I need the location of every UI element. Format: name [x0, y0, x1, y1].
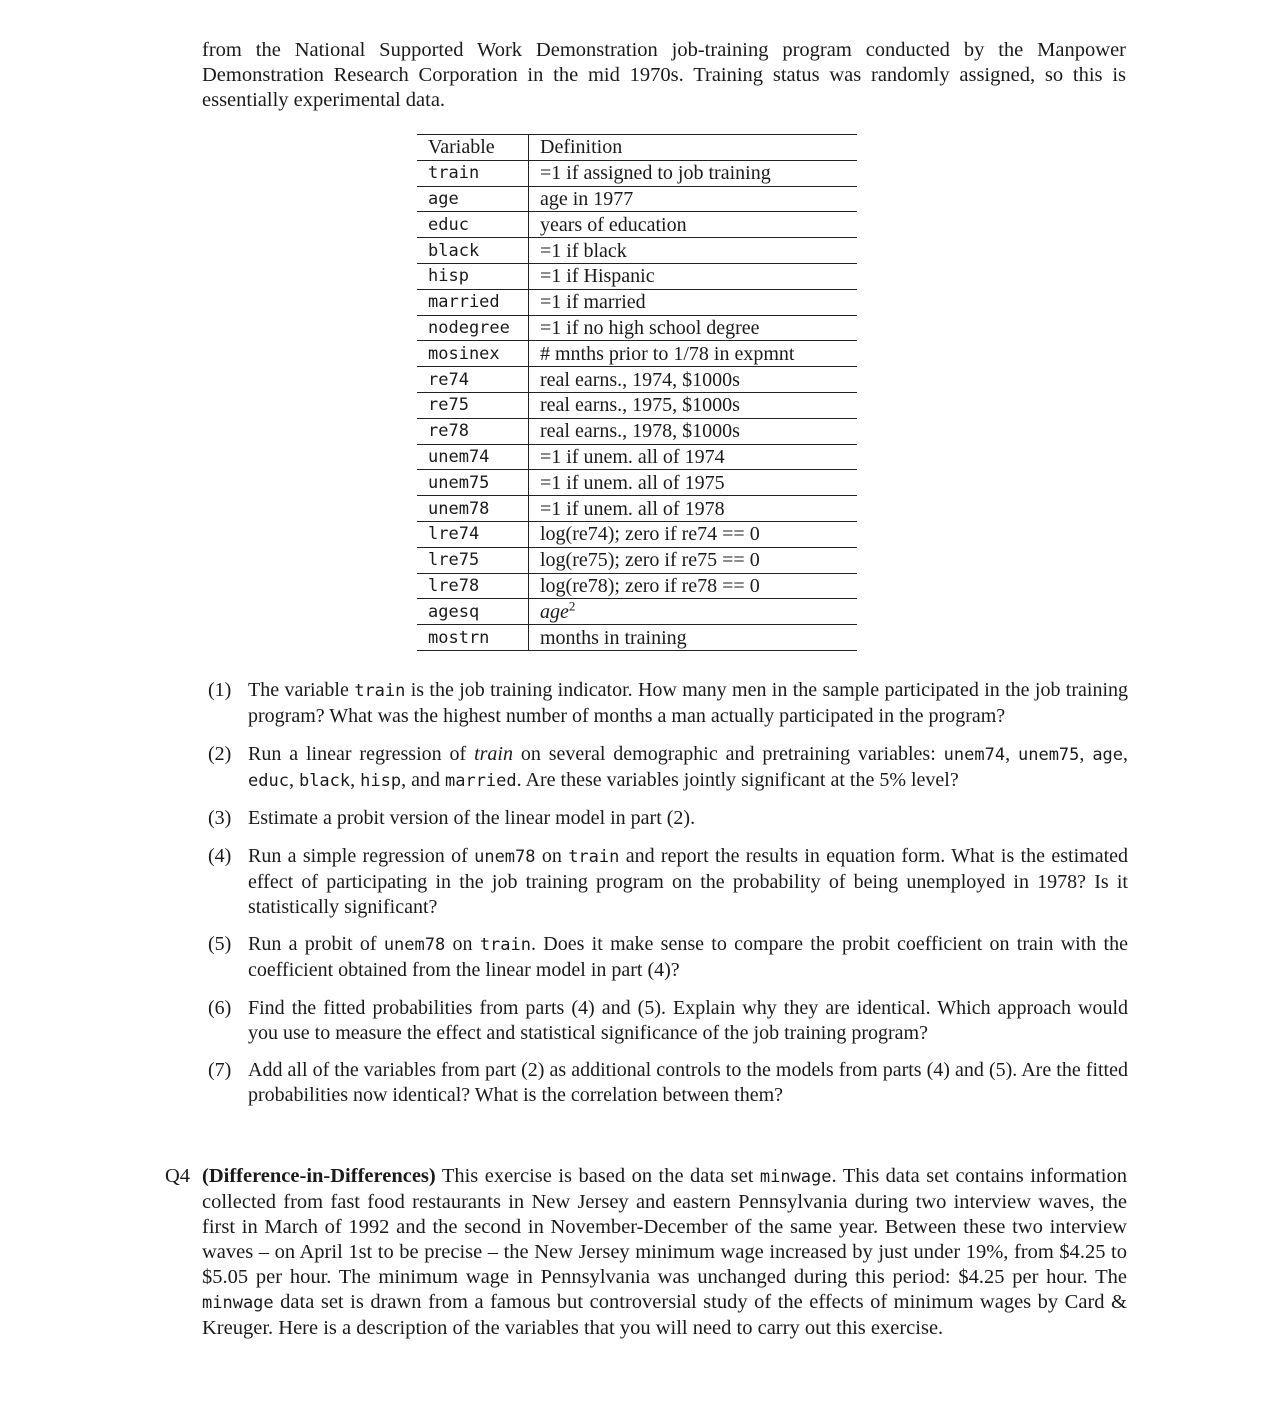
code-term: age [1092, 744, 1124, 765]
var-definition: =1 if black [529, 238, 858, 264]
table-row [417, 315, 857, 341]
table-row [417, 367, 857, 393]
var-definition: =1 if Hispanic [529, 263, 858, 289]
var-name: mosinex [417, 341, 529, 367]
question-list [208, 678, 1128, 1121]
var-definition: =1 if unem. all of 1975 [529, 470, 858, 496]
question-item [208, 1058, 1128, 1108]
section-body [202, 1164, 1127, 1341]
var-definition: =1 if assigned to job training [529, 160, 858, 186]
code-term: train [354, 681, 406, 701]
table-row [417, 444, 857, 470]
separator: , [350, 768, 361, 791]
var-name: re75 [417, 392, 529, 418]
code-term: educ [248, 770, 289, 791]
var-definition: age in 1977 [529, 186, 858, 212]
table-row [417, 160, 857, 186]
question-item [208, 844, 1128, 920]
var-name: age [417, 186, 529, 212]
variable-definitions-table [417, 134, 857, 651]
question-text: Run a probit of [248, 933, 384, 955]
question-item [208, 742, 1128, 794]
code-term: unem75 [1017, 744, 1080, 765]
var-name: married [417, 289, 529, 315]
table-row [417, 341, 857, 367]
var-name: unem74 [417, 444, 529, 470]
table-row [417, 573, 857, 599]
var-definition: =1 if married [529, 289, 858, 315]
question-text: . Are these variables jointly significant at the 5% level? [516, 768, 959, 791]
question-item [208, 996, 1128, 1046]
question-text: on [445, 933, 480, 955]
var-definition: log(re78); zero if re78 == 0 [529, 573, 858, 599]
question-text: and report the results in equation form. What is the estimated effect of participating in the job training program on the probability of being unemployed in 1978? Is it statistically significant? [248, 844, 1129, 918]
var-definition [529, 599, 858, 625]
var-name: unem75 [417, 470, 529, 496]
section-q4 [165, 1164, 1127, 1341]
table-row [417, 547, 857, 573]
table-row [417, 470, 857, 496]
section-text: . This data set contains information collected from fast food restaurants in New Jersey and eastern Pennsylvania during two interview waves, the first in March of 1992 and the second in November-December of the same year. Between these two interview waves – on April 1st to be precise – the New Jersey minimum wage increased by just under 19%, from $4.25 to $5.05 per hour. The minimum wage in Pennsylvania was unchanged during this period: $4.25 per hour. The [202, 1165, 1127, 1288]
code-term: hisp [360, 770, 402, 791]
question-text: . Does it make sense to compare the probit coefficient on train with the coefficient obtained from the linear model in part (4)? [248, 933, 1128, 981]
var-name: agesq [417, 599, 529, 625]
question-text: on several demographic and pretraining variables: [512, 742, 944, 765]
question-number: (2) [208, 742, 232, 765]
table-row [417, 496, 857, 522]
table-row [417, 625, 857, 651]
question-number: (4) [208, 844, 232, 867]
question-item [208, 932, 1128, 983]
separator: , [1123, 742, 1129, 765]
table-header-row [417, 135, 857, 161]
code-term: black [298, 770, 351, 791]
var-definition: years of education [529, 212, 858, 238]
code-term: unem78 [383, 935, 446, 955]
question-number: (3) [208, 807, 232, 829]
var-name: mostrn [417, 625, 529, 651]
table-row [417, 392, 857, 418]
separator: , [288, 768, 299, 791]
def-superscript: 2 [568, 598, 576, 614]
table-row [417, 263, 857, 289]
question-text: on [535, 844, 569, 867]
table-row [417, 186, 857, 212]
question-text: Add all of the variables from part (2) as additional controls to the models from parts (4) and (5). Are the fitted probabilities now identical? What is the correlation between them? [248, 1059, 1128, 1106]
var-name: nodegree [417, 315, 529, 341]
var-definition: real earns., 1975, $1000s [529, 392, 858, 418]
question-item [208, 678, 1128, 729]
section-title: (Difference-in-Differences) [202, 1165, 436, 1187]
var-name: re78 [417, 418, 529, 444]
var-name: lre74 [417, 521, 529, 547]
question-number: (5) [208, 933, 232, 955]
var-name: unem78 [417, 496, 529, 522]
var-name: train [417, 160, 529, 186]
separator: , [1005, 742, 1018, 765]
var-name: hisp [417, 263, 529, 289]
code-term: married [444, 770, 517, 791]
table-row [417, 238, 857, 264]
section-text: data set is drawn from a famous but controversial study of the effects of minimum wages by Card & Kreuger. Here is a description of the variables that you will need to carry out this exercise. [202, 1291, 1127, 1339]
question-number: (6) [208, 996, 232, 1019]
question-text: Run a linear regression of [248, 742, 475, 765]
question-text: Find the fitted probabilities from parts (4) and (5). Explain why they are identical. Which approach would you use to measure the effect and statistical significance of the job training program? [248, 996, 1128, 1044]
separator: , and [401, 768, 445, 791]
var-definition: real earns., 1974, $1000s [529, 367, 858, 393]
var-name: re74 [417, 367, 529, 393]
table-row [417, 599, 857, 625]
italic-term: train [474, 742, 513, 765]
def-base: age [540, 600, 569, 623]
var-name: black [417, 238, 529, 264]
table-row [417, 289, 857, 315]
question-text: Run a simple regression of [248, 844, 475, 867]
var-definition: log(re74); zero if re74 == 0 [529, 521, 858, 547]
code-term: unem78 [474, 846, 536, 867]
separator: , [1079, 742, 1093, 765]
var-definition: months in training [529, 625, 858, 651]
question-number: (1) [208, 679, 232, 701]
code-term: unem74 [943, 744, 1006, 765]
question-text: is the job training indicator. How many men in the sample participated in the job training program? What was the highest number of months a man actually participated in the program? [248, 679, 1129, 727]
question-text: The variable [248, 679, 355, 701]
header-definition: Definition [529, 135, 858, 161]
header-variable: Variable [417, 135, 529, 161]
var-name: lre75 [417, 547, 529, 573]
question-text: Estimate a probit version of the linear model in part (2). [248, 807, 696, 829]
section-text: This exercise is based on the data set [435, 1165, 760, 1187]
code-term: train [568, 846, 620, 867]
var-definition: =1 if unem. all of 1978 [529, 496, 858, 522]
var-name: educ [417, 212, 529, 238]
table-row [417, 521, 857, 547]
question-number: (7) [208, 1059, 232, 1081]
question-item [208, 806, 1128, 831]
var-definition: # mnths prior to 1/78 in expmnt [529, 341, 858, 367]
table-row [417, 418, 857, 444]
var-name: lre78 [417, 573, 529, 599]
code-term: minwage [759, 1167, 832, 1187]
code-term: minwage [202, 1293, 274, 1313]
var-definition: log(re75); zero if re75 == 0 [529, 547, 858, 573]
intro-paragraph: from the National Supported Work Demonstration job-training program conducted by the Manpower Demonstration Research Corporation in the mid 1970s. Training status was randomly assigned, so this is essentially experimental data. [202, 39, 1126, 111]
code-term: train [479, 935, 531, 955]
section-label: Q4 [165, 1165, 191, 1187]
var-definition: real earns., 1978, $1000s [529, 418, 858, 444]
var-definition: =1 if no high school degree [529, 315, 858, 341]
table-row [417, 212, 857, 238]
var-definition: =1 if unem. all of 1974 [529, 444, 858, 470]
